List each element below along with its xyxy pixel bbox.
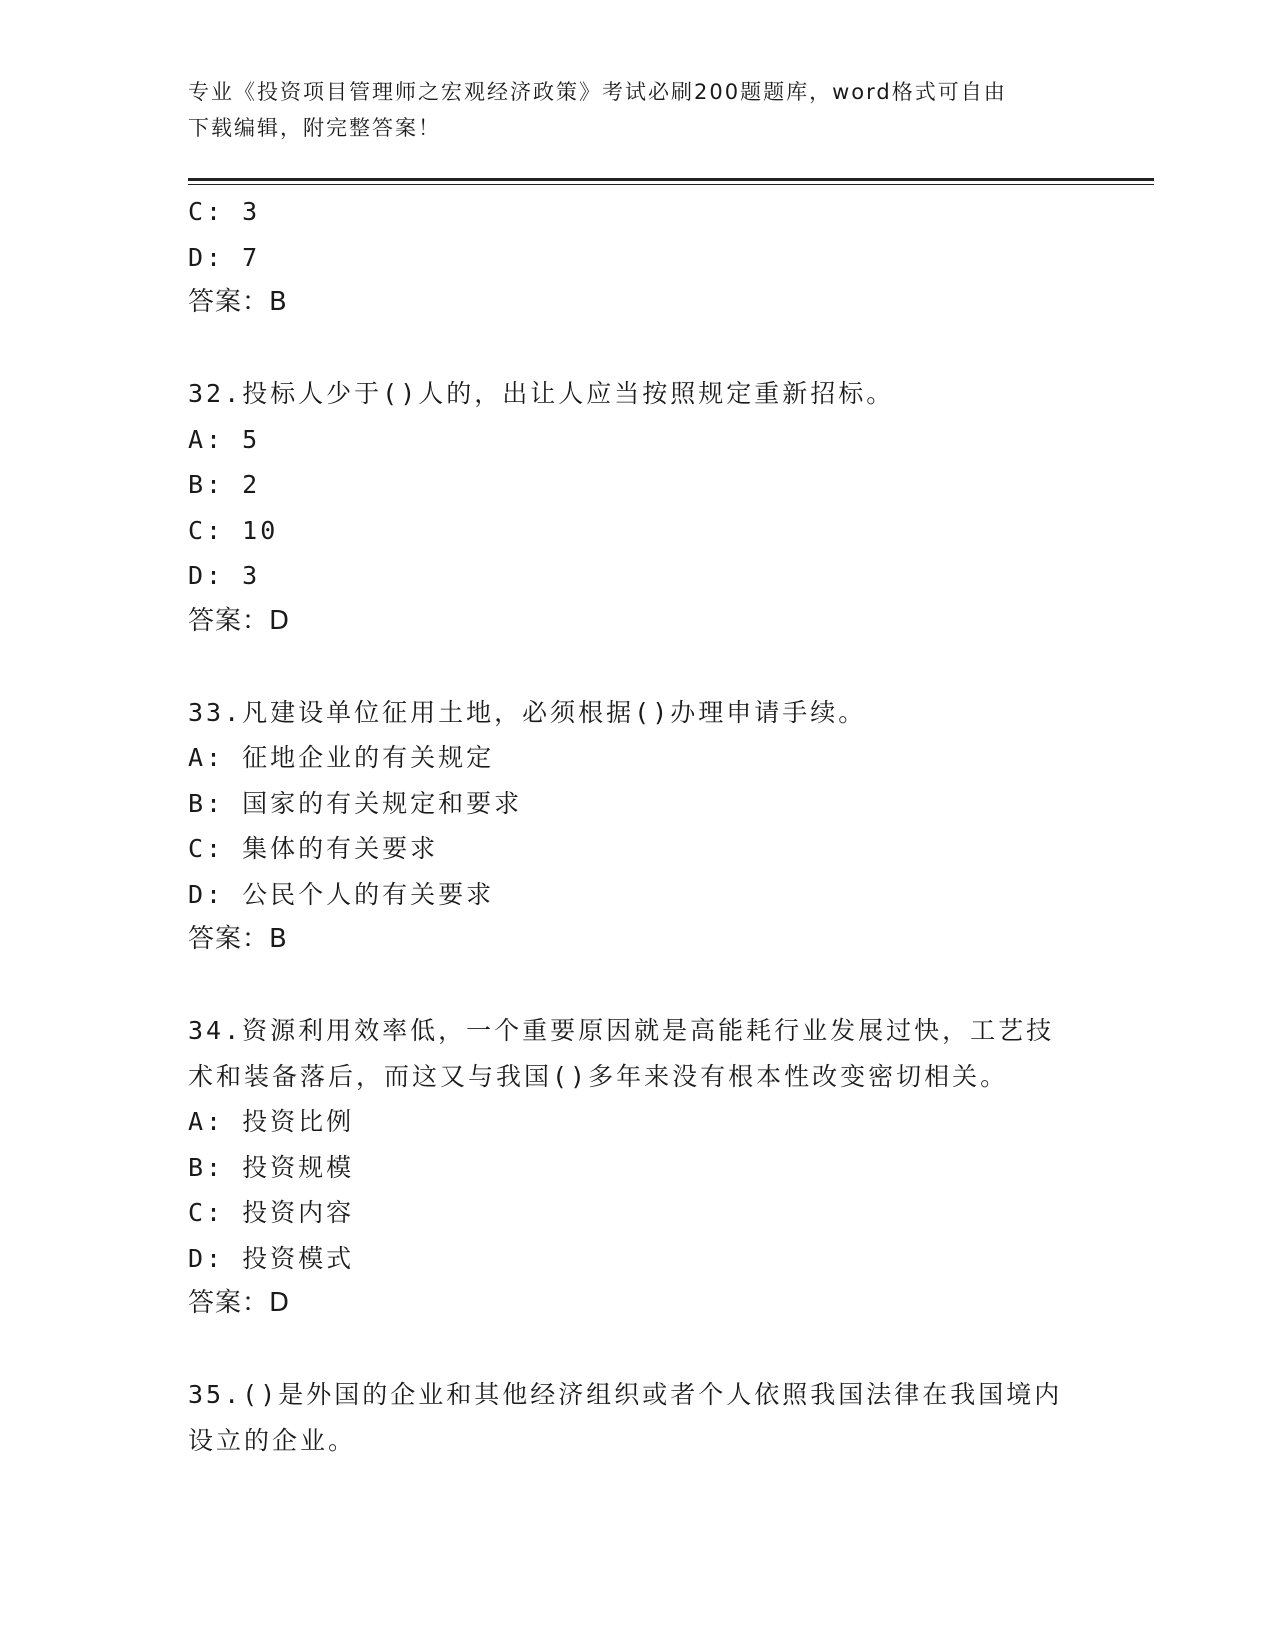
option-a: A: 5 xyxy=(188,424,261,454)
option-d: D: 公民个人的有关要求 xyxy=(188,879,495,909)
question-text-line-2: 术和装备落后，而这又与我国()多年来没有根本性改变密切相关。 xyxy=(188,1061,1009,1091)
option-d: D: 投资模式 xyxy=(188,1243,355,1273)
question-list xyxy=(188,189,1088,1463)
option-d: D: 3 xyxy=(188,561,261,590)
header-line-2: 下载编辑，附完整答案！ xyxy=(188,116,441,140)
question-text-line-1: 34.资源利用效率低，一个重要原因就是高能耗行业发展过快，工艺技 xyxy=(188,1016,1055,1045)
option-c: C: 集体的有关要求 xyxy=(188,834,439,863)
answer-line: 答案：D xyxy=(188,1288,291,1318)
answer-line: 答案：B xyxy=(188,287,288,317)
option-b: B: 2 xyxy=(188,470,261,499)
option-b: B: 投资规模 xyxy=(188,1152,355,1182)
option-c: C: 10 xyxy=(188,515,279,545)
answer-line: 答案：D xyxy=(188,605,291,636)
question-block-31 xyxy=(188,189,1088,326)
question-text-line-2: 设立的企业。 xyxy=(188,1425,357,1455)
spacer xyxy=(188,1327,1088,1373)
header-line-1: 专业《投资项目管理师之宏观经济政策》考试必刷200题题库，word格式可自由 xyxy=(188,80,1007,104)
spacer xyxy=(188,326,1088,372)
question-text-line-1: 35.()是外国的企业和其他经济组织或者个人依照我国法律在我国境内 xyxy=(188,1380,1063,1409)
option-c: C: 3 xyxy=(188,197,261,226)
answer-line: 答案：B xyxy=(188,924,288,954)
question-block-32 xyxy=(188,371,1088,644)
option-a: A: 投资比例 xyxy=(188,1107,355,1136)
option-c: C: 投资内容 xyxy=(188,1198,355,1227)
option-d: D: 7 xyxy=(188,242,261,272)
question-block-34 xyxy=(188,1008,1088,1327)
header-rule-thin xyxy=(188,184,1154,185)
question-text: 33.凡建设单位征用土地，必须根据()办理申请手续。 xyxy=(188,697,867,727)
spacer xyxy=(188,644,1088,690)
question-block-33 xyxy=(188,690,1088,963)
option-b: B: 国家的有关规定和要求 xyxy=(188,788,523,818)
header-rule-thick xyxy=(188,178,1154,181)
option-a: A: 征地企业的有关规定 xyxy=(188,743,495,772)
spacer xyxy=(188,963,1088,1009)
question-text: 32.投标人少于()人的，出让人应当按照规定重新招标。 xyxy=(188,379,895,408)
question-block-35 xyxy=(188,1372,1088,1463)
document-header xyxy=(188,74,1068,146)
